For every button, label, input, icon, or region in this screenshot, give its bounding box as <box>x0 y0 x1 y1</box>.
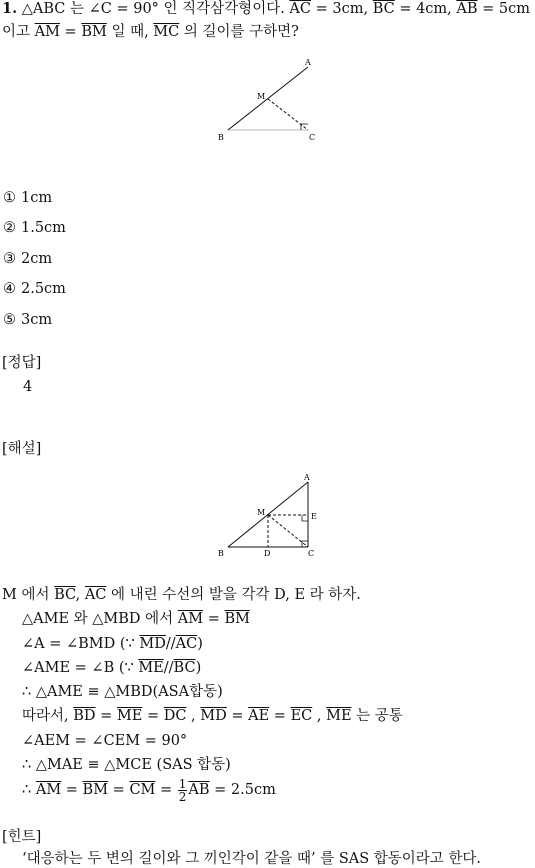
explanation-intro <box>2 586 361 604</box>
explanation-text: = <box>108 782 130 798</box>
segment-me: $\overline{ME}$ <box>326 708 352 724</box>
explanation-step-1 <box>22 610 250 628</box>
segment-bc: $\overline{BC}$ <box>173 660 196 676</box>
fraction-one-half <box>178 778 188 803</box>
choice-text: 1.5cm <box>21 220 66 236</box>
explanation-text: = <box>95 708 117 724</box>
explanation-text: 따라서, <box>22 708 74 724</box>
explanation-text: 는 공통 <box>351 708 403 724</box>
segment-me: $\overline{ME}$ <box>116 708 143 724</box>
explanation-text: 에 내린 수선의 발을 각각 D, E 라 하자. <box>106 587 361 603</box>
question-text: = <box>59 24 82 40</box>
segment-am: $\overline{AM}$ <box>34 24 60 40</box>
right-angle-mark-e <box>302 515 308 521</box>
explanation-text: ∠AME = ∠B (∵ <box>22 660 139 676</box>
label-c: C <box>308 549 315 558</box>
segment-ab: $\overline{AB}$ <box>188 782 210 798</box>
explanation-text: ∠A = ∠BMD (∵ <box>22 636 140 652</box>
explanation-text: , <box>312 708 327 724</box>
triangle-figure <box>210 56 330 144</box>
question-text: = 4cm, <box>394 1 457 17</box>
explanation-figure <box>210 470 330 562</box>
question-text: 이고 <box>2 24 35 40</box>
segment-mc-line <box>268 99 308 130</box>
choice-text: 2.5cm <box>21 281 66 297</box>
question-text: 의 길이를 구하면? <box>179 24 299 40</box>
explanation-text: = <box>155 782 177 798</box>
segment-bd: $\overline{BD}$ <box>73 708 96 724</box>
explanation-text: △AME 와 △MBD 에서 <box>22 611 178 627</box>
segment-me: $\overline{ME}$ <box>138 660 164 676</box>
question-text: = 5cm <box>477 1 531 17</box>
explanation-text: , <box>186 708 201 724</box>
label-e: E <box>311 512 317 521</box>
segment-bm: $\overline{BM}$ <box>82 782 109 798</box>
choice-1[interactable] <box>3 189 52 207</box>
segment-md: $\overline{MD}$ <box>139 636 166 652</box>
question-line-1 <box>2 0 530 18</box>
choice-2[interactable] <box>3 219 66 237</box>
explanation-step-5 <box>22 707 403 725</box>
answer-value: 4 <box>23 379 33 395</box>
explanation-step-6: ∠AEM = ∠CEM = 90° <box>22 733 188 749</box>
label-m: M <box>257 92 266 101</box>
explanation-step-3 <box>22 659 201 677</box>
segment-ac: $\overline{AC}$ <box>289 1 311 17</box>
segment-bm: $\overline{BM}$ <box>224 611 251 627</box>
parallel-sign: // <box>165 636 176 652</box>
choice-number: ① <box>3 190 16 206</box>
explanation-text: , <box>75 587 85 603</box>
explanation-step-8 <box>22 776 276 804</box>
segment-am: $\overline{AM}$ <box>177 611 204 627</box>
segment-md: $\overline{MD}$ <box>200 708 227 724</box>
explanation-text: = <box>226 708 249 724</box>
label-m: M <box>257 508 266 517</box>
explanation-text: = <box>203 611 225 627</box>
choice-text: 1cm <box>21 190 53 206</box>
choice-5[interactable] <box>3 311 52 329</box>
question-text: 일 때, <box>106 24 154 40</box>
question-text: = 3cm, <box>311 1 373 17</box>
question-line-2 <box>2 23 299 41</box>
segment-bc: $\overline{BC}$ <box>54 587 76 603</box>
segment-cm: $\overline{CM}$ <box>129 782 156 798</box>
explanation-text: ) <box>195 660 202 676</box>
label-b: B <box>218 133 224 142</box>
hint-text: ‘대응하는 두 변의 길이와 그 끼인각이 같을 때’ 를 SAS 합동이라고 한다. <box>22 851 482 867</box>
explanation-text: = 2.5cm <box>209 782 276 798</box>
label-a: A <box>305 58 311 67</box>
answer-heading: [정답] <box>2 355 42 371</box>
explanation-text: = <box>142 708 164 724</box>
label-d: D <box>264 549 271 558</box>
explanation-text: ∴ <box>22 782 36 798</box>
segment-am: $\overline{AM}$ <box>35 782 62 798</box>
parallel-sign: // <box>163 660 174 676</box>
explanation-step-2 <box>22 635 203 653</box>
segment-ab: $\overline{AB}$ <box>456 1 478 17</box>
choice-number: ⑤ <box>3 312 16 328</box>
fraction-denominator: 2 <box>178 789 187 804</box>
segment-ac: $\overline{AC}$ <box>175 636 198 652</box>
explanation-text: ) <box>197 636 203 652</box>
label-c: C <box>309 133 316 142</box>
choice-3[interactable] <box>3 250 52 268</box>
hint-heading: [힌트] <box>2 829 42 845</box>
choice-text: 2cm <box>21 251 53 267</box>
choice-number: ④ <box>3 281 16 297</box>
choice-number: ② <box>3 220 16 236</box>
label-a: A <box>304 473 310 482</box>
question-number: 1. <box>2 0 18 17</box>
segment-ae: $\overline{AE}$ <box>248 708 270 724</box>
label-b: B <box>218 549 224 558</box>
fraction-numerator: 1 <box>178 776 187 791</box>
segment-mc: $\overline{MC}$ <box>153 24 180 40</box>
explanation-text: = <box>269 708 291 724</box>
explanation-text: = <box>61 782 83 798</box>
segment-ec: $\overline{EC}$ <box>290 708 313 724</box>
choice-text: 3cm <box>21 312 53 328</box>
explanation-text: M 에서 <box>2 587 55 603</box>
explanation-step-7: ∴ △MAE ≡ △MCE (SAS 합동) <box>22 757 231 773</box>
choice-number: ③ <box>3 251 16 267</box>
choice-4[interactable] <box>3 280 66 298</box>
segment-ac: $\overline{AC}$ <box>84 587 107 603</box>
question-text: △ABC 는 ∠C = 90° 인 직각삼각형이다. <box>21 1 290 17</box>
explanation-step-4: ∴ △AME ≡ △MBD(ASA합동) <box>22 684 223 700</box>
segment-bc: $\overline{BC}$ <box>372 1 395 17</box>
segment-dc: $\overline{DC}$ <box>163 708 187 724</box>
explanation-heading: [해설] <box>2 441 42 457</box>
segment-bm: $\overline{BM}$ <box>81 24 107 40</box>
